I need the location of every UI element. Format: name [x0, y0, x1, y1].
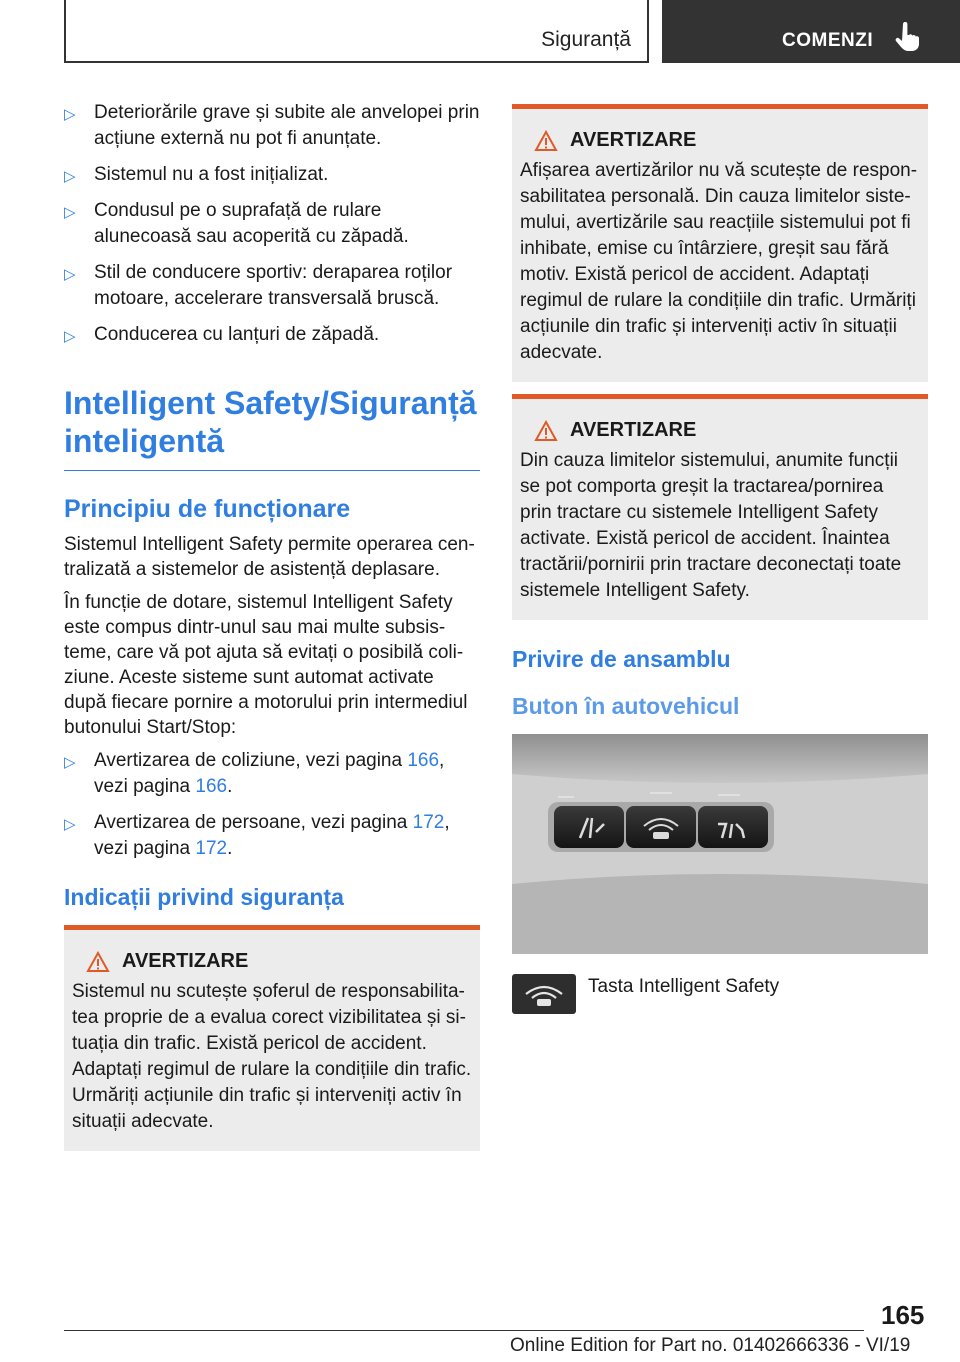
warning-triangle-icon	[534, 130, 558, 152]
triangle-bullet-icon: ▷	[64, 106, 76, 123]
section-heading: Intelligent Safety/Siguranță inteligentă	[64, 384, 480, 471]
warning-box	[512, 104, 928, 382]
warning-triangle-icon	[534, 420, 558, 442]
caption-text: Tasta Intelligent Safety	[588, 976, 780, 997]
left-column	[64, 100, 480, 1151]
list-item: ▷ Avertizarea de coliziune, vezi pagina 166, vezi pagina 166.	[64, 750, 445, 797]
warning-text: Afișarea avertizărilor nu vă scutește de responsabilitatea personală. Din cauza limitelor sistemului, avertizările sau reacțiile sistemului pot fi inhibate, emise cu întârziere, greșit sau fără motiv. Există pericol de accident. Adaptați regimul de rulare la condițiile din trafic. Urmăriți acțiunile din trafic și interveniți activ în situații adecvate.	[520, 160, 918, 363]
page-link[interactable]: 172	[412, 812, 445, 833]
header-section-title: Siguranță	[541, 28, 631, 51]
caption-row	[512, 974, 928, 1014]
warning-box	[512, 394, 928, 620]
subsection-heading: Indicații privind siguranța	[64, 884, 344, 910]
subsection-subheading: Buton în autovehicul	[512, 693, 740, 719]
pointing-hand-icon	[894, 22, 920, 52]
subsection-heading: Principiu de funcționare	[64, 495, 351, 523]
triangle-bullet-icon: ▷	[64, 168, 76, 185]
warning-title: AVERTIZARE	[72, 950, 472, 973]
paragraph: Sistemul Intelligent Safety permite operarea centralizată a sistemelor de asistență deplasare.	[64, 534, 475, 580]
list-item: ▷ Avertizarea de persoane, vezi pagina 172, vezi pagina 172.	[64, 812, 450, 859]
footer-edition: Online Edition for Part no. 01402666336 - VI/19	[510, 1335, 911, 1356]
footer-divider	[64, 1330, 864, 1331]
warning-title: AVERTIZARE	[520, 419, 920, 442]
warning-text: Din cauza limitelor sistemului, anumite funcții se pot comporta greșit la tractarea/pornirea prin tractare cu sistemele Intelligent Safety activate. Există pericol de accident. Înaintea tractării/pornirii prin tractare deconectați toate sistemele Intelligent Safety.	[520, 450, 902, 601]
triangle-bullet-icon: ▷	[64, 266, 76, 283]
warning-box	[64, 925, 480, 1151]
list-item: ▷ Stil de conducere sportiv: deraparea roților motoare, accelerare transversală bruscă.	[64, 262, 453, 309]
subsection-heading: Privire de ansamblu	[512, 646, 731, 672]
triangle-bullet-icon: ▷	[64, 328, 76, 345]
header-section-box	[64, 0, 649, 63]
page-link[interactable]: 172	[195, 838, 228, 859]
list-item: ▷ Deteriorările grave și subite ale anvelopei prin acțiune externă nu pot fi anunțate.	[64, 102, 480, 149]
triangle-bullet-icon: ▷	[64, 816, 76, 833]
header-tab-box[interactable]	[662, 0, 960, 63]
intelligent-safety-button-icon	[512, 974, 576, 1014]
page-number: 165	[881, 1300, 925, 1330]
warning-title: AVERTIZARE	[520, 129, 920, 152]
page-link[interactable]: 166	[407, 750, 440, 771]
button-panel-illustration	[512, 734, 928, 954]
limits-bullet-list	[64, 100, 480, 348]
button-panel-photo	[512, 734, 928, 954]
list-item: ▷ Condusul pe o suprafață de rulare alunecoasă sau acoperită cu zăpadă.	[64, 200, 409, 247]
right-column	[512, 104, 928, 1014]
header-tab-label: COMENZI	[782, 30, 874, 51]
triangle-bullet-icon: ▷	[64, 204, 76, 221]
triangle-bullet-icon: ▷	[64, 754, 76, 771]
list-item: ▷ Conducerea cu lanțuri de zăpadă.	[64, 322, 480, 348]
page-link[interactable]: 166	[195, 776, 228, 797]
paragraph: În funcție de dotare, sistemul Intelligent Safety este compus dintr-unul sau mai multe subsisteme, care vă pot ajuta să evitați o posibilă coliziune. Aceste sisteme sunt automat activate după fiecare pornire a motorului prin intermediul butonului Start/Stop:	[64, 592, 468, 738]
warning-triangle-icon	[86, 951, 110, 973]
warning-text: Sistemul nu scutește șoferul de responsabilitatea proprie de a evalua corect vizibilitatea și situația din trafic. Există pericol de accident. Adaptați regimul de rulare la condițiile din trafic. Urmăriți acțiunile din trafic și interveniți activ în situații adecvate.	[72, 981, 472, 1132]
list-item: ▷ Sistemul nu a fost inițializat.	[64, 162, 480, 188]
reference-bullet-list	[64, 748, 480, 862]
